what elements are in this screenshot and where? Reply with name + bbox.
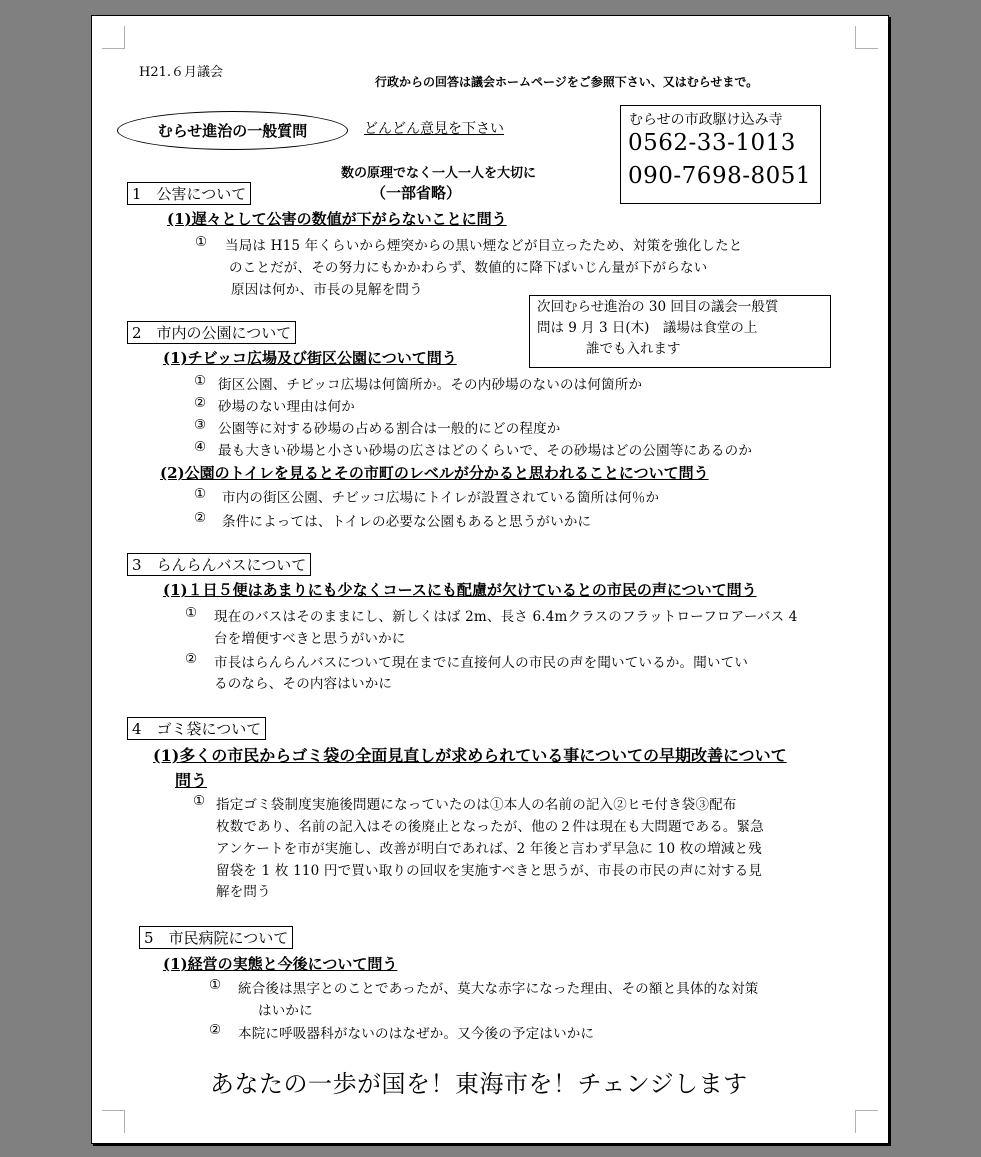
phone-number-2: 090-7698-8051 [628,163,812,189]
next-meeting-line2: 問は 9 月 3 日(木) 議場は食堂の上 [537,320,758,336]
section-2-item: 市内の街区公園、チビッコ広場にトイレが設置されている箇所は何％か [222,490,660,506]
section-4-item-line: 指定ゴミ袋制度実施後問題になっていたのは①本人の名前の記入②ヒモ付き袋③配布 [216,797,737,813]
section-4-item-line: 解を問う [216,884,271,900]
section-4-item-line: 留袋を 1 枚 110 円で買い取りの回収を実施すべきと思うが、市長の市民の声に対する見 [216,863,763,879]
item-number: ② [209,1022,222,1038]
section-1-heading: 1 公害について [127,182,251,205]
contact-label: むらせの市政駆け込み寺 [629,112,783,128]
item-number: ② [185,651,198,667]
notice-text: 行政からの回答は議会ホームページをご参照下さい、又はむらせまで。 [375,75,759,89]
item-number: ① [209,977,222,993]
section-2-item: 公園等に対する砂場の占める割合は一般的にどの程度か [218,421,561,437]
section-1-sub: (1)遅々として公害の数値が下がらないことに問う [167,210,507,228]
date-label: H21.６月議会 [139,65,224,80]
title-oval [117,111,348,150]
item-number: ① [194,373,207,389]
slogan-line2: （一部省略） [371,184,462,202]
item-number: ④ [194,439,207,455]
item-number: ② [194,510,207,526]
section-5-item-line: 統合後は黒字とのことであったが、莫大な赤字になった理由、その額と具体的な対策 [238,981,759,997]
section-2-sub-2: (2)公園のトイレを見るとその市町のレベルが分かると思われることについて問う [160,464,709,482]
slogan-line1: 数の原理でなく一人一人を大切に [341,166,537,181]
next-meeting-line3: 誰でも入れます [586,341,681,357]
item-number: ① [195,234,208,250]
section-4-heading: 4 ゴミ袋について [127,717,266,740]
section-2-item: 条件によっては、トイレの必要な公園もあると思うがいかに [222,514,592,530]
section-2-item: 砂場のない理由は何か [218,399,355,415]
section-4-item-line: 枚数であり、名前の記入はその後廃止となったが、他の２件は現在も大問題である。緊急 [216,819,764,835]
document-page [91,15,889,1144]
section-3-sub: (1)１日５便はあまりにも少なくコースにも配慮が欠けているとの市民の声について問う [163,581,757,599]
section-4-sub-line1: (1)多くの市民からゴミ袋の全面見直しが求められている事についての早期改善について [153,746,787,765]
item-number: ① [194,486,207,502]
section-2-item: 最も大きい砂場と小さい砂場の広さはどのくらいで、その砂場はどの公園等にあるのか [218,443,753,459]
item-number: ③ [194,417,207,433]
section-3-heading: 3 らんらんバスについて [127,553,311,576]
corner-mark [855,1110,878,1133]
item-number: ① [193,793,206,809]
section-5-heading: 5 市民病院について [139,926,293,949]
section-3-item-line: 市長はらんらんバスについて現在までに直接何人の市民の声を聞いているか。聞いてい [214,655,749,671]
section-2-heading: 2 市内の公園について [127,321,296,344]
section-5-sub: (1)経営の実態と今後について問う [163,955,398,973]
section-4-item-line: アンケートを市が実施し、改善が明白であれば、2 年後と言わず早急に 10 枚の増減と残 [216,841,762,857]
title-text: むらせ進治の一般質問 [157,122,308,140]
section-2-sub-1: (1)チビッコ広場及び街区公園について問う [163,349,457,367]
request-text: どんどん意見を下さい [364,121,504,137]
section-1-item-line: のことだが、その努力にもかかわらず、数値的に降下ばいじん量が下がらない [229,260,708,276]
section-1-item-line: 原因は何か、市長の見解を問う [231,282,423,298]
section-2-item: 街区公園、チビッコ広場は何箇所か。その内砂場のないのは何箇所か [218,377,643,393]
item-number: ① [185,605,198,621]
corner-mark [102,26,125,49]
corner-mark [102,1110,125,1133]
next-meeting-line1: 次回むらせ進治の 30 回目の議会一般質 [537,299,779,315]
next-meeting-box [529,295,831,368]
section-1-item-line: 当局は H15 年くらいから煙突からの黒い煙などが目立ったため、対策を強化したと [225,238,743,254]
section-3-item-line: 現在のバスはそのままにし、新しくはば 2m、長さ 6.4mクラスのフラットローフロアーバス 4 [214,609,798,625]
section-5-item-line: はいかに [258,1003,313,1019]
item-number: ② [194,395,207,411]
footer-slogan: あなたの一歩が国を！東海市を！チェンジします [210,1070,748,1098]
section-5-item-line: 本院に呼吸器科がないのはなぜか。又今後の予定はいかに [238,1026,595,1042]
section-3-item-line: るのなら、その内容はいかに [214,676,393,692]
corner-mark [855,26,878,49]
section-4-sub-line2: 問う [175,771,208,790]
phone-number-1: 0562-33-1013 [628,130,796,156]
contact-box [620,105,821,204]
section-3-item-line: 台を増便すべきと思うがいかに [214,631,406,647]
